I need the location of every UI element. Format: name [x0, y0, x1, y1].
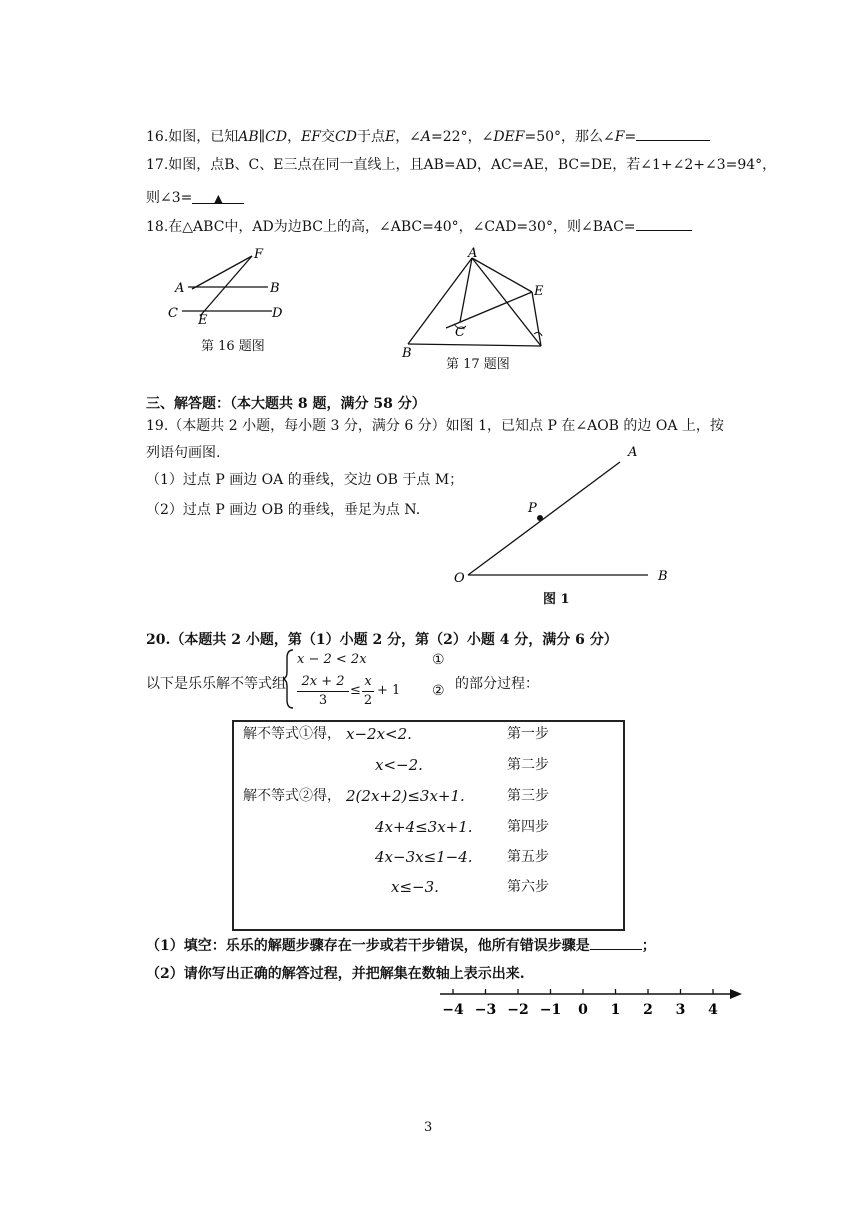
number-line	[430, 984, 750, 1024]
brace-icon	[283, 648, 295, 710]
label-F: F	[254, 247, 264, 262]
label-E: E	[534, 284, 544, 299]
label-A: A	[175, 281, 185, 296]
step-1-expr: x−2x<2.	[346, 725, 412, 743]
number-line-label: −1	[539, 1002, 562, 1018]
number-line-label: 2	[643, 1002, 653, 1018]
step-3-label: 第三步	[507, 788, 549, 804]
ineq2-le: ≤	[350, 683, 361, 698]
step-6-label: 第六步	[507, 879, 549, 895]
number-line-label: −2	[507, 1002, 529, 1018]
label-A: A	[628, 445, 638, 460]
q20-part2: （2）请你写出正确的解答过程，并把解集在数轴上表示出来.	[146, 966, 525, 982]
page-number: 3	[424, 1120, 433, 1135]
q20-part1: （1）填空：乐乐的解题步骤存在一步或若干步错误，他所有错误步骤是 ；	[146, 938, 656, 954]
label-B: B	[402, 346, 412, 359]
inequality-2-mark: ②	[432, 683, 445, 699]
step-3-left: 解不等式②得，	[243, 788, 341, 804]
label-E: E	[198, 313, 208, 328]
number-line-label: −4	[442, 1002, 464, 1018]
inequality-1: x − 2 < 2x	[297, 652, 367, 667]
line-fe	[200, 256, 252, 316]
figure-17	[398, 244, 558, 359]
q20-part1-answer-blank[interactable]	[590, 937, 642, 950]
section-3-title: 三、解答题：（本大题共 8 题，满分 58 分）	[146, 396, 426, 412]
ineq2-right-fraction-bar	[362, 691, 374, 692]
step-4-expr: 4x+4≤3x+1.	[375, 818, 473, 836]
q19-item2: （2）过点 P 画边 OB 的垂线，垂足为点 N.	[146, 502, 421, 518]
label-D: D	[272, 306, 283, 321]
q20-header: 20.（本题共 2 小题，第（1）小题 2 分，第（2）小题 4 分，满分 6 分）	[146, 632, 618, 648]
step-2-label: 第二步	[507, 757, 549, 773]
q19-item1: （1）过点 P 画边 OA 的垂线，交边 OB 于点 M；	[146, 472, 464, 488]
ineq2-tail: + 1	[377, 683, 401, 698]
q17-line2: 则∠3= ▲	[146, 190, 244, 206]
line-af	[192, 256, 252, 289]
fig16-caption: 第 16 题图	[201, 339, 265, 354]
label-O: O	[454, 571, 465, 586]
q18-answer-blank[interactable]	[636, 218, 692, 231]
q16-line: 16.如图，已知AB∥CD，EF交CD于点E，∠A=22°，∠DEF=50°，那么∠F=	[146, 128, 710, 145]
number-line-label: 0	[578, 1002, 588, 1018]
triangle-marker: ▲	[214, 192, 223, 205]
q19-line2: 列语句画图.	[146, 445, 221, 461]
step-1-label: 第一步	[507, 726, 549, 742]
step-1-left: 解不等式①得，	[243, 726, 341, 742]
step-5-label: 第五步	[507, 849, 549, 865]
ineq2-numerator: 2x + 2	[301, 674, 345, 689]
number-line-label: 3	[675, 1002, 686, 1018]
ineq2-denominator: 3	[318, 693, 328, 708]
figure-1-caption: 图 1	[543, 592, 570, 607]
q17-answer-blank[interactable]	[192, 191, 244, 204]
number-line-label: 4	[708, 1002, 718, 1018]
q17-line1: 17.如图，点B、C、E三点在同一直线上，且AB=AD，AC=AE，BC=DE，若∠1+∠2+∠3=94°，	[146, 157, 777, 173]
label-A: A	[468, 246, 478, 261]
inequality-1-mark: ①	[432, 652, 445, 668]
step-2-expr: x<−2.	[375, 756, 423, 774]
q19-line1: 19.（本题共 2 小题，每小题 3 分，满分 6 分）如图 1，已知点 P 在∠AOB 的边 OA 上，按	[146, 418, 724, 434]
point-p	[537, 515, 543, 521]
label-P: P	[528, 501, 537, 516]
label-C: C	[455, 325, 465, 340]
step-6-expr: x≤−3.	[391, 878, 439, 896]
step-3-expr: 2(2x+2)≤3x+1.	[346, 787, 465, 805]
q16-answer-blank[interactable]	[636, 128, 710, 141]
ineq2-right-denominator: 2	[363, 693, 373, 708]
number-line-label: −3	[474, 1002, 497, 1018]
ineq2-right-numerator: x	[364, 674, 372, 689]
fig17-caption: 第 17 题图	[446, 357, 510, 372]
figure-1	[448, 440, 678, 590]
q20-suffix: 的部分过程：	[455, 676, 539, 692]
label-B: B	[658, 569, 668, 584]
ineq2-fraction-bar	[297, 691, 349, 692]
q18-line: 18.在△ABC中，AD为边BC上的高，∠ABC=40°，∠CAD=30°，则∠BAC=	[146, 218, 692, 235]
label-B: B	[270, 281, 280, 296]
q20-intro: 以下是乐乐解不等式组	[146, 676, 286, 692]
step-5-expr: 4x−3x≤1−4.	[375, 848, 473, 866]
number-line-label: 1	[610, 1002, 621, 1018]
figure-16	[160, 240, 300, 330]
ray-oa	[468, 462, 620, 575]
arrow-right-icon	[730, 989, 742, 999]
label-C: C	[168, 306, 178, 321]
step-4-label: 第四步	[507, 819, 549, 835]
